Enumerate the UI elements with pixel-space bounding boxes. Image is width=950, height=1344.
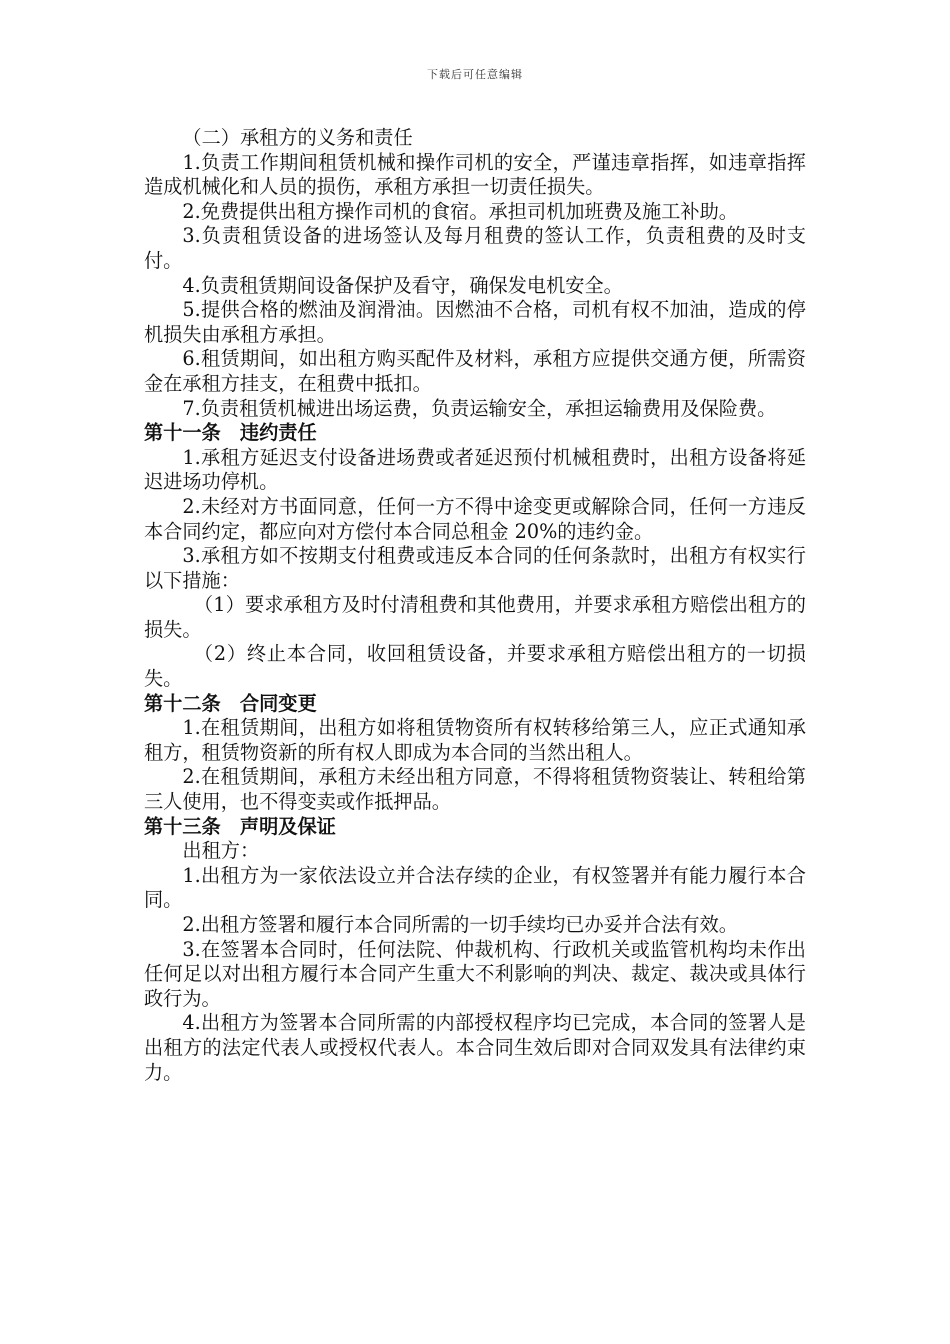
paragraph: 7.负责租赁机械进出场运费，负责运输安全，承担运输费用及保险费。 (182, 396, 777, 420)
paragraph: 6.租赁期间，如出租方购买配件及材料，承租方应提供交通方便，所需资金在承租方挂支，在租费中抵扣。 (144, 347, 806, 395)
section-heading: 第十三条 声明及保证 (144, 814, 336, 838)
paragraph: 2.未经对方书面同意，任何一方不得中途变更或解除合同，任何一方违反本合同约定，都应向对方偿付本合同总租金 20%的违约金。 (144, 494, 806, 543)
paragraph: 3.负责租赁设备的进场签认及每月租费的签认工作，负责租费的及时支付。 (144, 224, 806, 272)
sub-paragraph: （2）终止本合同，收回租赁设备，并要求承租方赔偿出租方的一切损失。 (144, 642, 806, 691)
paragraph: 2.免费提供出租方操作司机的食宿。承担司机加班费及施工补助。 (182, 199, 738, 223)
paragraph: 2.在租赁期间，承租方未经出租方同意，不得将租赁物资装让、转租给第三人使用，也不得变卖或作抵押品。 (144, 765, 806, 814)
paragraph: 1.在租赁期间，出租方如将租赁物资所有权转移给第三人，应正式通知承租方，租赁物资新的所有权人即成为本合同的当然出租人。 (144, 716, 806, 764)
section-heading: 第十二条 合同变更 (144, 691, 317, 715)
paragraph: 1.负责工作期间租赁机械和操作司机的安全，严谨违章指挥，如违章指挥造成机械化和人员的损伤，承租方承担一切责任损失。 (144, 150, 806, 199)
paragraph: 出租方： (182, 839, 260, 863)
paragraph: 1.出租方为一家依法设立并合法存续的企业，有权签署并有能力履行本合同。 (144, 863, 806, 912)
paragraph: 1.承租方延迟支付设备进场费或者延迟预付机械租费时，出租方设备将延迟进场功停机。 (144, 445, 806, 494)
paragraph: 2.出租方签署和履行本合同所需的一切手续均已办妥并合法有效。 (182, 913, 738, 936)
section-heading: 第十一条 违约责任 (144, 421, 317, 445)
paragraph: 3.承租方如不按期支付租费或违反本合同的任何条款时，出租方有权实行以下措施： (144, 544, 806, 592)
paragraph: 5.提供合格的燃油及润滑油。因燃油不合格，司机有权不加油，造成的停机损失由承租方承担。 (144, 298, 806, 346)
paragraph: 4.出租方为签署本合同所需的内部授权程序均已完成，本合同的签署人是出租方的法定代表人或授权代表人。本合同生效后即对合同双发具有法律约束力。 (144, 1011, 806, 1084)
sub-paragraph: （1）要求承租方及时付清租费和其他费用，并要求承租方赔偿出租方的损失。 (144, 593, 806, 641)
document-body (144, 126, 806, 1085)
paragraph: 3.在签署本合同时，任何法院、仲裁机构、行政机关或监管机构均未作出任何足以对出租方履行本合同产生重大不利影响的判决、裁定、裁决或具体行政行为。 (144, 937, 806, 1010)
paragraph: （二）承租方的义务和责任 (182, 126, 413, 149)
paragraph: 4.负责租赁期间设备保护及看守，确保发电机安全。 (182, 273, 623, 297)
page-header: 下载后可任意编辑 (427, 68, 523, 81)
